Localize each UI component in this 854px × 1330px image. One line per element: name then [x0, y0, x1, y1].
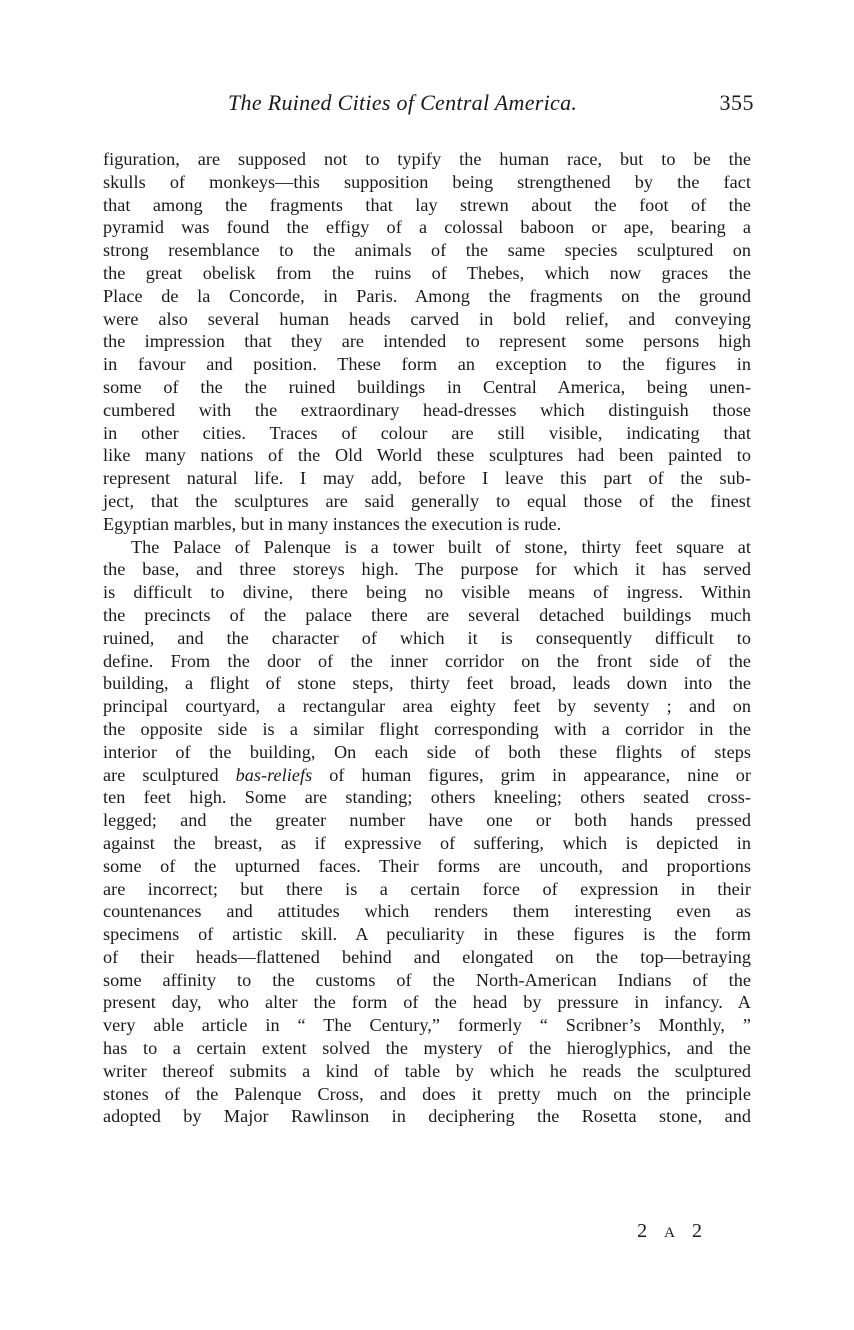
text-line: in favour and position. These form an exception to the figures in [103, 354, 751, 375]
italic-line-prefix: are sculptured [103, 764, 219, 785]
text-line: some of the the ruined buildings in Central America, being unen- [103, 376, 751, 397]
text-line: the precincts of the palace there are several detached buildings much [103, 604, 751, 625]
text-line: represent natural life. I may add, before I leave this part of the sub- [103, 468, 751, 489]
text-line: are incorrect; but there is a certain force of expression in their [103, 878, 751, 899]
text-line: countenances and attitudes which renders them interesting even as [103, 901, 751, 922]
text-line: the base, and three storeys high. The purpose for which it has served [103, 559, 751, 580]
body-text [103, 148, 751, 1128]
signature-mark [637, 1220, 708, 1243]
text-line: against the breast, as if expressive of suffering, which is depicted in [103, 832, 751, 853]
text-line: interior of the building, On each side of both these flights of steps [103, 741, 751, 762]
text-line: specimens of artistic skill. A peculiarity in these figures is the form [103, 924, 751, 945]
text-line: stones of the Palenque Cross, and does it pretty much on the principle [103, 1083, 751, 1104]
text-line: Place de la Concorde, in Paris. Among the fragments on the ground [103, 285, 751, 306]
running-head [100, 90, 754, 124]
text-line: some affinity to the customs of the North-American Indians of the [103, 969, 751, 990]
signature-number: 2 [637, 1220, 654, 1242]
text-line-with-italic [103, 764, 751, 787]
text-line: present day, who alter the form of the head by pressure in infancy. A [103, 992, 751, 1013]
text-line: principal courtyard, a rectangular area eighty feet by seventy ; and on [103, 696, 751, 717]
signature-letter: A [664, 1225, 681, 1241]
text-line: the opposite side is a similar flight corresponding with a corridor in the [103, 718, 751, 739]
text-line: skulls of monkeys—this supposition being strengthened by the fact [103, 171, 751, 192]
text-line: writer thereof submits a kind of table by which he reads the sculptured [103, 1060, 751, 1081]
italic-line-rest: of human figures, grim in appearance, nine or [329, 764, 751, 785]
text-line: some of the upturned faces. Their forms are uncouth, and proportions [103, 855, 751, 876]
text-line: figuration, are supposed not to typify the human race, but to be the [103, 149, 751, 169]
italic-term: bas-reliefs [235, 764, 313, 785]
text-line: like many nations of the Old World these sculptures had been painted to [103, 445, 751, 466]
signature-number: 2 [692, 1220, 708, 1242]
text-line: has to a certain extent solved the mystery of the hieroglyphics, and the [103, 1038, 751, 1059]
running-title: The Ruined Cities of Central America. [228, 90, 578, 115]
text-line: is difficult to divine, there being no visible means of ingress. Within [103, 582, 751, 603]
page-number: 355 [719, 90, 754, 115]
paragraph-last-line: Egyptian marbles, but in many instances the execution is rude. [103, 513, 562, 534]
text-line: pyramid was found the effigy of a colossal baboon or ape, bearing a [103, 217, 751, 238]
text-line: the great obelisk from the ruins of Thebes, which now graces the [103, 262, 751, 283]
text-line: legged; and the greater number have one or both hands pressed [103, 810, 751, 831]
text-line: the impression that they are intended to represent some persons high [103, 331, 751, 352]
text-line: building, a flight of stone steps, thirty feet broad, leads down into the [103, 673, 751, 694]
text-line: ruined, and the character of which it is consequently difficult to [103, 627, 751, 648]
text-line: ten feet high. Some are standing; others kneeling; others seated cross- [103, 787, 751, 808]
text-line: very able article in “ The Century,” formerly “ Scribner’s Monthly, ” [103, 1015, 751, 1036]
text-line: strong resemblance to the animals of the same species sculptured on [103, 240, 751, 261]
text-line: that among the fragments that lay strewn about the foot of the [103, 194, 751, 215]
text-line: define. From the door of the inner corridor on the front side of the [103, 650, 751, 671]
text-line: in other cities. Traces of colour are still visible, indicating that [103, 422, 751, 443]
text-line: ject, that the sculptures are said generally to equal those of the finest [103, 490, 751, 511]
paragraph-first-line: The Palace of Palenque is a tower built of stone, thirty feet square at [131, 536, 751, 557]
text-line: cumbered with the extraordinary head-dresses which distinguish those [103, 399, 751, 420]
text-line: adopted by Major Rawlinson in deciphering the Rosetta stone, and [103, 1106, 751, 1127]
text-line: were also several human heads carved in bold relief, and conveying [103, 308, 751, 329]
text-line: of their heads—flattened behind and elongated on the top—betraying [103, 946, 751, 967]
